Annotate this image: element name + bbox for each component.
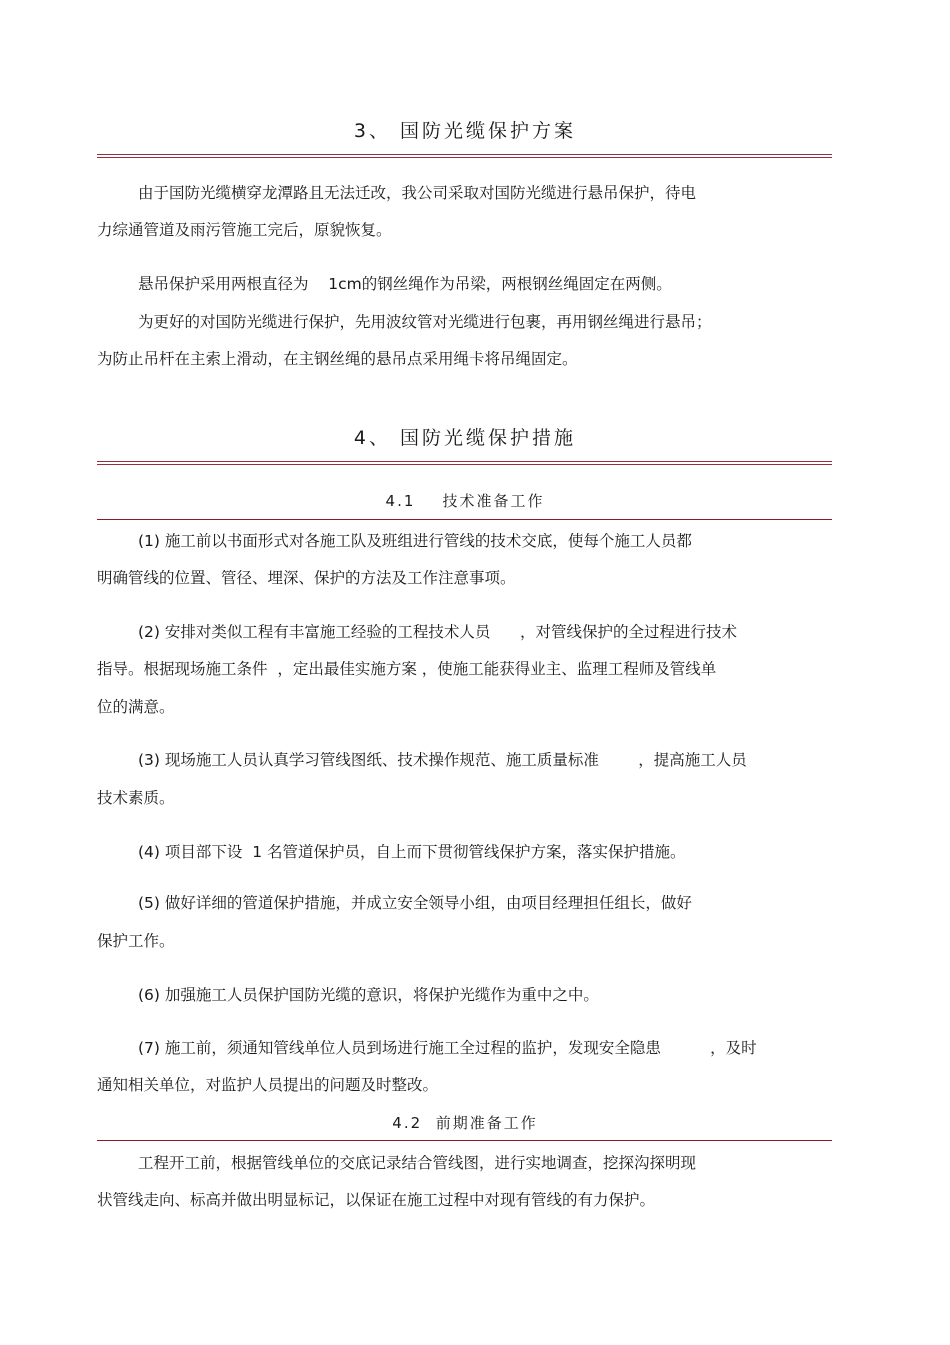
paragraph-line: 指导。根据现场施工条件 ，定出最佳实施方案 ，使施工能获得业主、监理工程师及管线单	[97, 660, 717, 678]
paragraph-line: (3) 现场施工人员认真学习管线图纸、技术操作规范、施工质量标准 ，提高施工人员	[138, 751, 747, 769]
paragraph-line: (6) 加强施工人员保护国防光缆的意识，将保护光缆作为重中之中。	[138, 986, 599, 1004]
paragraph-line: 为更好的对国防光缆进行保护，先用波纹管对光缆进行包裹，再用钢丝绳进行悬吊；	[138, 313, 712, 331]
section-3-heading: 3、 国防光缆保护方案	[353, 120, 577, 142]
paragraph-line: (2) 安排对类似工程有丰富施工经验的工程技术人员 ，对管线保护的全过程进行技术	[138, 623, 737, 641]
paragraph-line: 工程开工前，根据管线单位的交底记录结合管线图，进行实地调查，挖探沟探明现	[138, 1154, 697, 1172]
subsection-4-1-heading: 4.1 技术准备工作	[385, 492, 545, 510]
paragraph-line: 技术素质。	[97, 789, 175, 807]
section-3-rule	[97, 154, 832, 155]
paragraph-line: (1) 施工前以书面形式对各施工队及班组进行管线的技术交底，使每个施工人员都	[138, 532, 692, 550]
subsection-4-1-rule	[97, 519, 832, 520]
subsection-4-2-heading: 4.2 前期准备工作	[392, 1114, 538, 1132]
paragraph-line: 状管线走向、标高并做出明显标记，以保证在施工过程中对现有管线的有力保护。	[97, 1191, 656, 1209]
paragraph-line: 明确管线的位置、管径、埋深、保护的方法及工作注意事项。	[97, 569, 516, 587]
paragraph-line: (5) 做好详细的管道保护措施，并成立安全领导小组，由项目经理担任组长，做好	[138, 894, 692, 912]
paragraph-line: 为防止吊杆在主索上滑动，在主钢丝绳的悬吊点采用绳卡将吊绳固定。	[97, 350, 578, 368]
subsection-4-2-rule	[97, 1140, 832, 1141]
paragraph-line: 悬吊保护采用两根直径为 1cm的钢丝绳作为吊梁，两根钢丝绳固定在两侧。	[138, 275, 672, 293]
paragraph-line: 力综通管道及雨污管施工完后，原貌恢复。	[97, 221, 392, 239]
paragraph-line: (7) 施工前，须通知管线单位人员到场进行施工全过程的监护，发现安全隐患 ，及时	[138, 1039, 757, 1057]
section-4-rule	[97, 461, 832, 462]
section-4-heading: 4、 国防光缆保护措施	[353, 427, 577, 449]
paragraph-line: 通知相关单位，对监护人员提出的问题及时整改。	[97, 1076, 439, 1094]
paragraph-line: 由于国防光缆横穿龙潭路且无法迁改，我公司采取对国防光缆进行悬吊保护，待电	[138, 184, 697, 202]
paragraph-line: 位的满意。	[97, 698, 175, 716]
paragraph-line: (4) 项目部下设 1 名管道保护员，自上而下贯彻管线保护方案，落实保护措施。	[138, 843, 686, 861]
paragraph-line: 保护工作。	[97, 932, 175, 950]
